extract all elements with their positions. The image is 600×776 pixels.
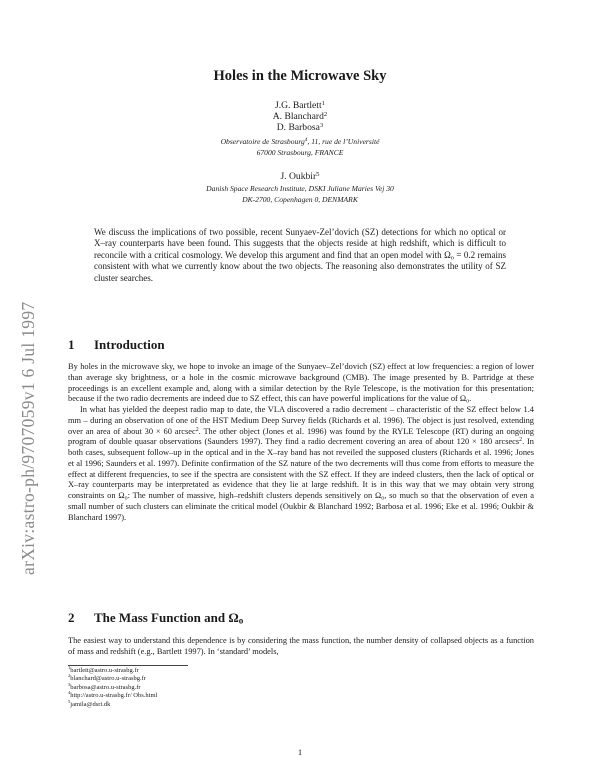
abstract: We discuss the implications of two possible, recent Sunyaev-Zel’dovich (SZ) detections for which no optical or X–ray counterparts have been found. This suggests that the objects reside at high redshift, which is difficult to reconcile with a critical cosmology. We develop this argument and find that an open model with $\Omega_o = 0.2$ remains consistent with what we currently know about the two objects. The reasoning also demonstrates the utility of SZ cluster searches.	[94, 227, 506, 283]
section-heading-mass-function: 2 The Mass Function and $\Omega_o$	[68, 610, 244, 626]
footnote-3: $^3$barbosa@astro.u-strasbg.fr	[68, 681, 141, 691]
author-blanchard: A. Blanchard$^2$	[272, 111, 328, 122]
footnote-4: $^4$http://astro.u-strasbg.fr/ Obs.html	[68, 690, 158, 700]
paragraph: The easiest way to understand this dependence is by considering the mass function, the number density of collapsed objects as a function of mass and redshift (e.g., Bartlett 1997). In ‘standard’ models,	[68, 636, 534, 656]
author-oukbir: J. Oukbir$^5$	[280, 171, 320, 182]
footnotes	[68, 667, 534, 709]
author-list	[0, 100, 600, 133]
author-barbosa: D. Barbosa$^3$	[276, 122, 324, 133]
author-bartlett: J.G. Bartlett$^1$	[275, 100, 325, 111]
section-introduction-body	[68, 362, 534, 523]
paper-title: Holes in the Microwave Sky	[213, 68, 387, 84]
paragraph: By holes in the microwave sky, we hope to invoke an image of the Sunyaev–Zel’dovich (SZ) effect at low frequencies: a region of lower than average sky brightness, or a hole in the cosmic microwave background (CMB). The image presented by B. Partridge at these proceedings is an excellent example and, along with a similar detection by the Ryle Telescope, is the motivation for this presentation; because if the two radio decrements are indeed due to SZ effect, this can have powerful implications for the value of $\Omega_o$.	[68, 362, 534, 405]
section-heading-introduction: 1 Introduction	[68, 337, 165, 352]
footnote-1: $^1$bartlett@astro.u-strasbg.fr	[68, 665, 139, 674]
affiliation-dsri: Danish Space Research Institute, DSKI Juliane Maries Vej 30 DK-2700, Copenhagen 0, DENMARK	[206, 184, 394, 204]
footnote-2: $^2$blanchard@astro.u-strasbg.fr	[68, 673, 146, 683]
footnote-5: $^5$jamila@dsri.dk	[68, 698, 111, 708]
affiliation-strasbourg: Observatoire de Strasbourg$^4$, 11, rue de l’Université 67000 Strasbourg, FRANCE	[220, 137, 380, 157]
arxiv-identifier: arXiv:astro-ph/9707059v1 6 Jul 1997	[18, 301, 38, 575]
footnote-rule	[68, 665, 188, 666]
section-mass-function-body	[68, 636, 534, 658]
page-number: 1	[297, 747, 303, 757]
paragraph: In what has yielded the deepest radio map to date, the VLA discovered a radio decrement – characteristic of the SZ effect below 1.4 mm – during an observation of one of the HST Medium Deep Survey fields (Richards et al. 1996). The object is just resolved, extending over an area of about 30 × 60 arcsec$^2$. The other object (Jones et al. 1996) was found by the RYLE Telescope (RT) during an ongoing program of double quasar observations (Saunders 1997). They find a radio decrement covering an area of about 120 × 180 arcsecs$^2$. In both cases, subsequent follow–up in the optical and in the X–ray band has not reveiled the supposed clusters (Richards et al. 1996; Jones et al 1996; Saunders et al. 1997). Definite confirmation of the SZ nature of the two decrements will thus come from efforts to measure the effect at different frequencies, to see if the spectra are consistent with the SZ effect. If they are indeed clusters, then the lack of optical or X–ray counterparts may be interpretated as evidence that they lie at large redshift. It is in this way that we may obtain very strong constraints on $\Omega_o$: The number of massive, high–redshift clusters depends sensitively on $\Omega_o$, so much so that the observation of even a small number of such clusters can eliminate the critical model (Oukbir & Blanchard 1992; Barbosa et al. 1996; Eke et al. 1996; Oukbir & Blanchard 1997).	[68, 405, 534, 522]
